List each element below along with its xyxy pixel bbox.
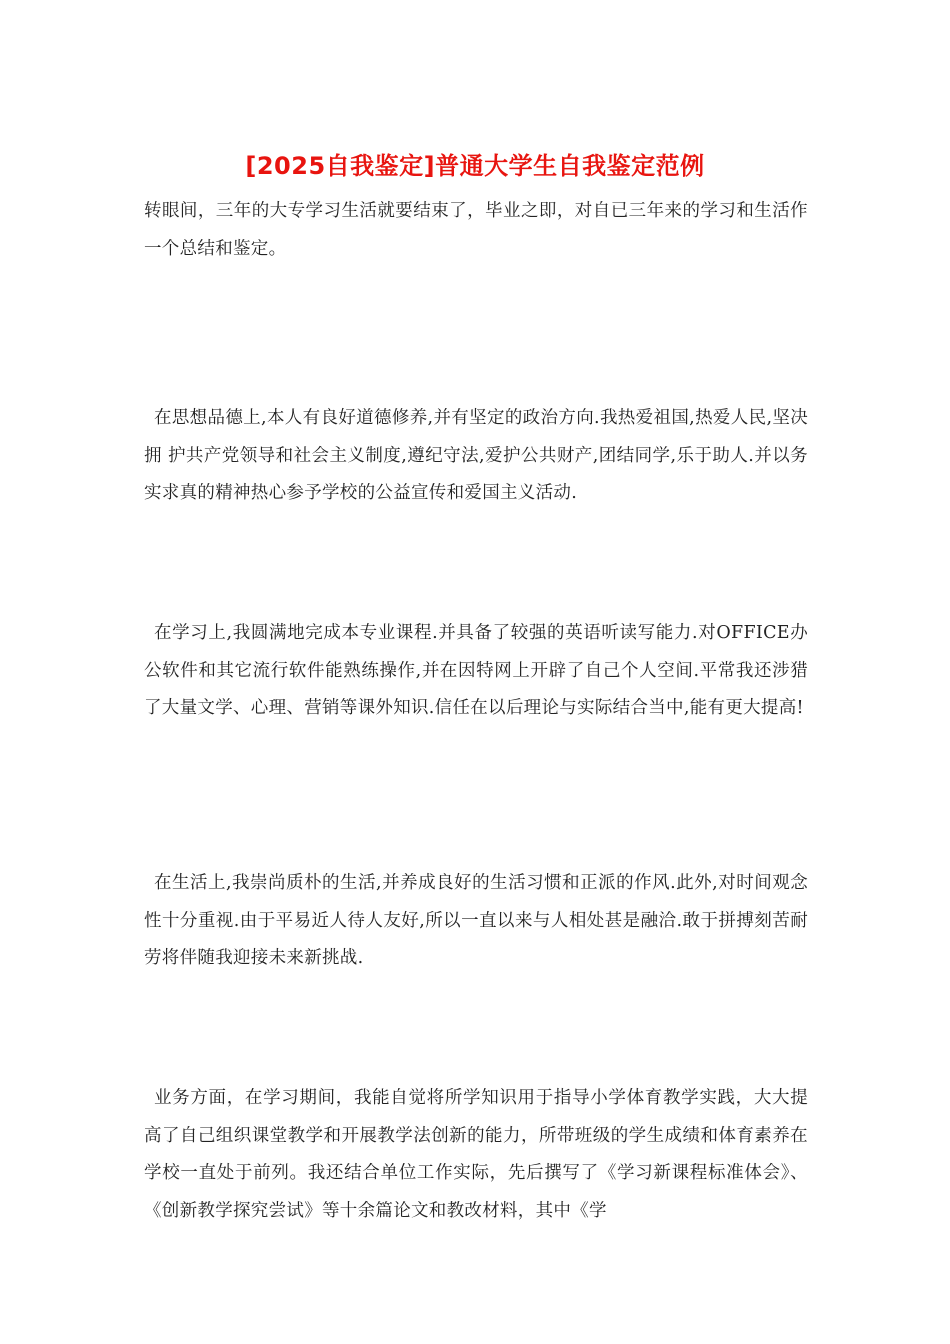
paragraph-morality: 在思想品德上,本人有良好道德修养,并有坚定的政治方向.我热爱祖国,热爱人民,坚决拥 护共产党领导和社会主义制度,遵纪守法,爱护公共财产,团结同学,乐于助人.并以务实求真的精神热心参予学校的公益宣传和爱国主义活动. — [144, 408, 808, 503]
paragraph-work: 业务方面，在学习期间，我能自觉将所学知识用于指导小学体育教学实践，大大提高了自己组织课堂教学和开展教学法创新的能力，所带班级的学生成绩和体育素养在学校一直处于前列。我还结合单位工作实际，先后撰写了《学习新课程标准体会》、《创新教学探究尝试》等十余篇论文和教改材料，其中《学 — [144, 1088, 808, 1221]
document-title: [2025自我鉴定]普通大学生自我鉴定范例 — [245, 152, 705, 180]
paragraph-study: 在学习上,我圆满地完成本专业课程.并具备了较强的英语听读写能力.对OFFICE办公软件和其它流行软件能熟练操作,并在因特网上开辟了自己个人空间.平常我还涉猎了大量文学、心理、营销等课外知识.信任在以后理论与实际结合当中,能有更大提高! — [144, 623, 808, 718]
paragraph-intro: 转眼间，三年的大专学习生活就要结束了，毕业之即，对自已三年来的学习和生活作一个总结和鉴定。 — [144, 201, 808, 259]
paragraph-life: 在生活上,我崇尚质朴的生活,并养成良好的生活习惯和正派的作风.此外,对时间观念性十分重视.由于平易近人待人友好,所以一直以来与人相处甚是融洽.敢于拼搏刻苦耐劳将伴随我迎接未来新挑战. — [144, 873, 808, 968]
